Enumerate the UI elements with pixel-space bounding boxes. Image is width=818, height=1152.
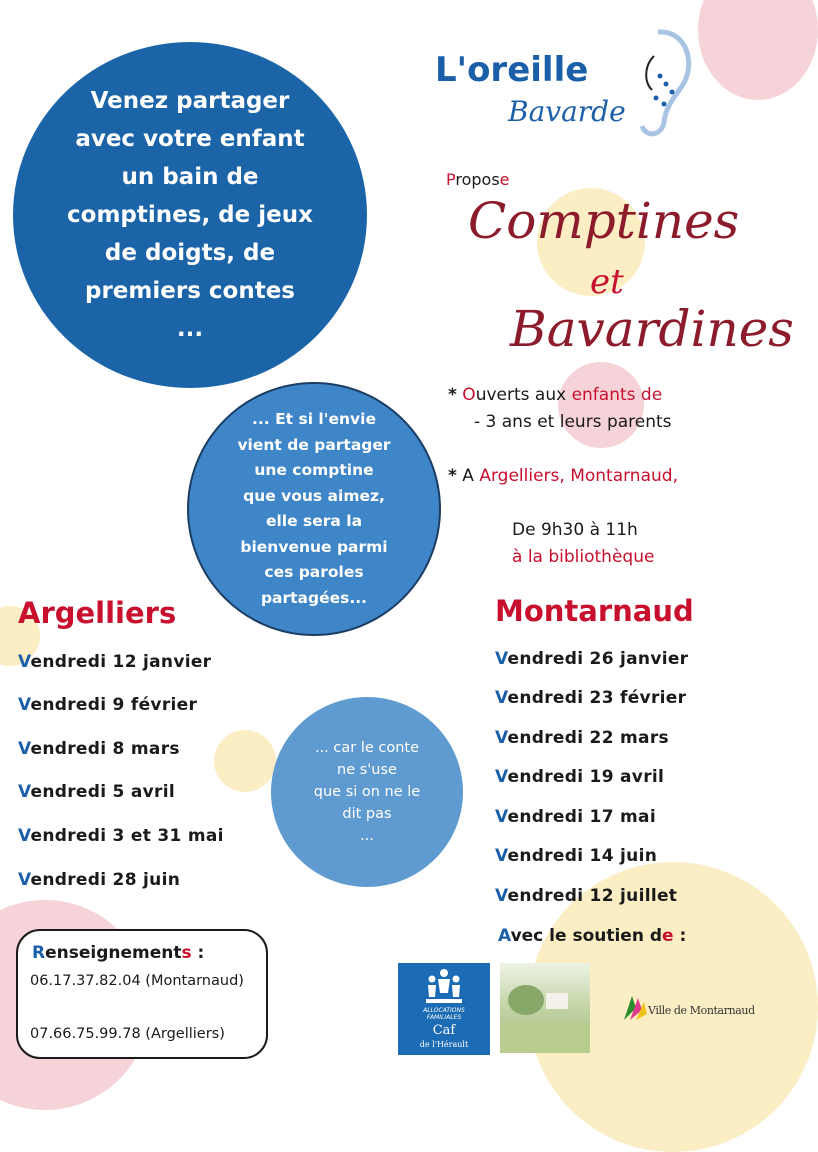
argelliers-date [18,826,224,846]
date-text: endredi 12 janvier [30,652,212,672]
date-initial: V [18,652,31,672]
date-text: endredi 8 mars [30,739,180,759]
second-circle-line: ces paroles [264,563,364,581]
third-circle-line: dit pas [342,806,392,822]
contact-box [16,929,268,1059]
contact-phone-montarnaud: 06.17.37.82.04 (Montarnaud) [30,973,244,989]
second-circle-line: partagées... [260,588,368,607]
date-text: endredi 26 janvier [507,649,689,669]
pink-blob-info [558,362,644,448]
contact-colon: : [191,943,205,963]
caf-line-2: FAMILIALES [426,1014,462,1021]
ville-logo-text: Ville de Montarnaud [648,1004,755,1017]
bullet2-text-a: A [462,466,480,486]
second-circle-line: vient de partager [237,435,391,454]
date-initial: V [495,728,508,748]
date-text: endredi 19 avril [507,767,665,787]
third-circle [271,697,463,887]
montarnaud-date [495,846,657,866]
date-initial: V [495,886,508,906]
montarnaud-date [495,807,656,827]
logo [430,40,640,140]
date-initial: V [495,846,508,866]
montarnaud-date [495,728,669,748]
logo-text-oreille: L'oreille [435,50,589,90]
support-text: vec le soutien d [510,926,663,946]
second-circle-line: une comptine [254,461,374,479]
main-circle [13,42,367,388]
caf-name: Caf [432,1023,456,1038]
montarnaud-date [495,886,677,906]
date-initial: V [18,826,31,846]
title-line-2: et [590,262,624,302]
third-circle-line: que si on ne le [313,784,421,800]
second-circle-line: elle sera la [265,512,363,530]
argelliers-title: Argelliers [18,596,177,630]
support-colon: : [673,926,687,946]
date-text: endredi 17 mai [507,807,656,827]
montarnaud-date [495,649,688,669]
contact-title-text: enseignement [45,943,182,963]
main-circle-line: un bain de [121,164,259,190]
montarnaud-date [495,767,664,787]
argelliers-date [18,739,180,759]
contact-first-letter: R [32,943,46,963]
date-initial: V [18,695,31,715]
caf-line-1: ALLOCATIONS [423,1007,465,1014]
date-initial: V [18,739,31,759]
third-circle-line: ne s'use [337,762,397,778]
info-bullet-1-line-2: - 3 ans et leurs parents [474,412,672,432]
support-first-letter: A [498,926,511,946]
landscape-field [500,1023,590,1053]
argelliers-date [18,695,197,715]
argelliers-date [18,652,211,672]
yellow-blob-middle [214,730,276,792]
ville-flag-icon [622,994,648,1022]
date-initial: V [495,649,508,669]
support-last-letter: e [662,926,674,946]
support-label [498,926,686,946]
date-text: endredi 3 et 31 mai [30,826,224,846]
title-line-3: Bavardines [510,300,794,358]
propose-last-letter: e [499,170,510,189]
second-circle-line: que vous aimez, [243,486,385,505]
title-line-1: Comptines [468,192,740,250]
place: à la bibliothèque [512,547,655,567]
date-text: endredi 23 février [507,688,687,708]
date-initial: V [495,688,508,708]
propose-middle: ropos [455,170,500,189]
argelliers-date [18,782,175,802]
date-text: endredi 14 juin [507,846,658,866]
date-text: endredi 28 juin [30,870,181,890]
info-bullet-2 [448,466,678,486]
third-circle-line: ... [360,828,374,844]
contact-phone-argelliers: 07.66.75.99.78 (Argelliers) [30,1026,225,1042]
landscape-tree [508,985,544,1015]
main-circle-line: Venez partager [90,88,290,114]
second-circle-line: ... Et si l'envie [252,410,376,428]
contact-title [32,943,204,963]
date-initial: V [495,807,508,827]
caf-logo [398,963,490,1055]
date-text: endredi 12 juillet [507,886,678,906]
logo-text-bavarde: Bavarde [508,95,626,128]
family-icon [420,967,468,1007]
date-initial: V [495,767,508,787]
bullet1-text-b: enfants de [571,385,663,405]
second-circle-line: bienvenue parmi [240,537,388,556]
caf-region: de l'Hérault [419,1040,469,1049]
date-initial: V [18,782,31,802]
contact-last-letter: s [181,943,192,963]
montarnaud-title: Montarnaud [495,594,694,628]
main-circle-line: ... [176,316,204,342]
landscape-image [500,963,590,1053]
bullet2-text-b: Argelliers, Montarnaud, [479,466,678,486]
ear-icon [618,26,696,142]
propose-label [446,170,510,189]
bullet1-first-letter: O [462,385,476,405]
date-text: endredi 22 mars [507,728,669,748]
info-bullet-1 [448,385,662,405]
third-circle-line: ... car le conte [314,740,420,756]
main-circle-line: de doigts, de [104,240,276,266]
propose-first-letter: P [446,170,456,189]
second-circle [187,382,441,636]
bullet1-text-a: uverts aux [475,385,572,405]
montarnaud-date [495,688,686,708]
argelliers-date [18,870,180,890]
hours: De 9h30 à 11h [512,520,638,540]
landscape-house [546,993,568,1009]
pink-blob-top-right [698,0,818,100]
date-text: endredi 5 avril [30,782,175,802]
date-initial: V [18,870,31,890]
main-circle-line: avec votre enfant [75,126,305,152]
bullet-star: * [448,385,457,405]
main-circle-line: comptines, de jeux [67,202,313,228]
bullet-star: * [448,466,457,486]
date-text: endredi 9 février [30,695,198,715]
main-circle-line: premiers contes [85,278,295,304]
